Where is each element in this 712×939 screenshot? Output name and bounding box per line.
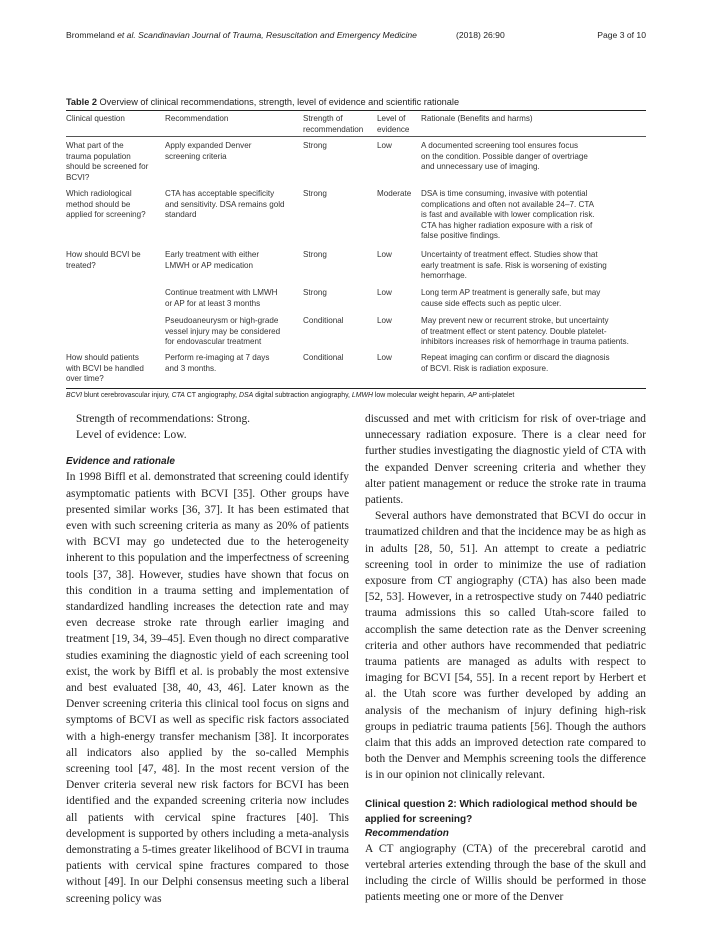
col-header-question: Clinical question	[66, 114, 125, 123]
table-cell-recommendation: Apply expanded Denver screening criteria	[165, 141, 252, 161]
table-cell-recommendation: Continue treatment with LMWH or AP for at least 3 months	[165, 288, 278, 308]
table-cell-strength: Conditional	[303, 353, 344, 362]
table-caption	[66, 97, 646, 107]
table-cell-recommendation: Early treatment with either LMWH or AP medication	[165, 250, 260, 270]
table-cell-question: Which radiological method should be applied for screening?	[66, 189, 146, 219]
table-cell-recommendation: Pseudoaneurysm or high-grade vessel injury may be considered for endovascular treatment	[165, 316, 281, 346]
left-column	[66, 411, 349, 907]
table-cell-rationale: Uncertainty of treatment effect. Studies show that early treatment is safe. Risk is worsening of existing hemorrhage.	[421, 250, 607, 280]
table-label: Table 2	[66, 97, 97, 107]
body-paragraph: discussed and met with criticism for risk of over-triage and unnecessary radiation exposure. There is a clear need for further studies investigating the diagnostic yield of CTA with the expanded Denver screening criteria and whether they alter patient management or reduce the stroke rate in trauma patients.	[365, 413, 646, 507]
table-cell-strength: Conditional	[303, 316, 344, 325]
strength-line: Strength of recommendations: Strong.	[76, 413, 250, 425]
right-column	[365, 411, 646, 905]
col-header-rationale: Rationale (Benefits and harms)	[421, 114, 533, 123]
table-cell-question: How should patients with BCVI be handled over time?	[66, 353, 144, 383]
table-cell-question: What part of the trauma population should be screened for BCVI?	[66, 141, 149, 182]
year-volume: (2018) 26:90	[456, 30, 505, 40]
table-cell-strength: Strong	[303, 288, 327, 297]
clinical-question-heading: Clinical question 2: Which radiological method should be applied for screening?	[365, 798, 638, 825]
page-number: Page 3 of 10	[597, 30, 646, 40]
table-cell-rationale: May prevent new or recurrent stroke, but uncertainty of treatment effect or stent patency. Double platelet- inhibitors increases risk of hemorrhage in trauma patients.	[421, 316, 629, 346]
table-cell-level: Low	[377, 288, 392, 297]
evidence-heading: Evidence and rationale	[66, 456, 175, 468]
col-header-strength: Strength of recommendation	[303, 114, 364, 134]
table-cell-recommendation: CTA has acceptable specificity and sensitivity. DSA remains gold standard	[165, 189, 285, 219]
col-header-level: Level of evidence	[377, 114, 410, 134]
table-cell-level: Low	[377, 353, 392, 362]
table-cell-recommendation: Perform re-imaging at 7 days and 3 months.	[165, 353, 270, 373]
table-cell-level: Low	[377, 250, 392, 259]
table-header-rule	[66, 136, 646, 137]
table-cell-rationale: A documented screening tool ensures focus on the condition. Possible danger of overtriage and unnecessary use of imaging.	[421, 141, 588, 171]
table-footnote: BCVI blunt cerebrovascular injury, CTA CT angiography, DSA digital subtraction angiography, LMWH low molecular weight heparin, AP anti-platelet	[66, 392, 515, 399]
table-cell-level: Moderate	[377, 189, 412, 198]
running-header-citation: Brommeland et al. Scandinavian Journal of Trauma, Resuscitation and Emergency Medicine	[66, 30, 417, 40]
body-paragraph: Several authors have demonstrated that BCVI do occur in traumatized children and that the incidence may be as high as in adults [28, 50, 51]. An attempt to create a pediatric screening tool in order to minimize the use of radiation exposure from CT angiography (CTA) has also been made [52, 53]. However, in a retrospective study on 7440 pediatric trauma admissions this so called Utah-score failed to accomplish the same detection rate as the Denver screening criteria and other authors have recommended that pediatric trauma patients are managed as adults with respect to imaging for BCVI [54, 55]. In a recent report by Herbert et al. the Utah score was further developed by adding an analysis of the mechanism of injury defining high-risk groups in pediatric trauma patients [56]. Though the authors claim that this adds an improved detection rate compared to both the Denver and Memphis screening tools the difference is in our opinion not clinically relevant.	[365, 510, 646, 782]
table-cell-level: Low	[377, 141, 392, 150]
table-cell-strength: Strong	[303, 250, 327, 259]
table-cell-level: Low	[377, 316, 392, 325]
level-line: Level of evidence: Low.	[76, 429, 187, 442]
table-cell-strength: Strong	[303, 189, 327, 198]
table-cell-rationale: Long term AP treatment is generally safe, but may cause side effects such as peptic ulcer.	[421, 288, 601, 308]
evidence-paragraph: In 1998 Biffl et al. demonstrated that screening could identify asymptomatic patients with BCVI [35]. Other groups have presented similar works [36, 37]. It has been estimated that even with such screening criteria as many as 20% of patients with BCVI may go undetected due to the heterogeneity inherent to this population and the imperfectness of screening tools [37, 38]. However, studies have shown that focus on this condition in a trauma setting and implementation of standardized handling increases the detection rate and may even decrease stroke rate through earlier imaging and treatment [19, 34, 39–45]. Even though no direct comparative studies examining the diagnostic yield of each screening tool exist, the work by Biffl et al. is probably the most extensive and best evaluated [38, 40, 43, 46]. Later known as the Denver screening criteria this clinical tool focus on signs and symptoms of BCVI as well as specific risk factors associated with a high-energy transfer mechanism [38]. It incorporates all indicators also applied by the so-called Memphis screening tool [47, 48]. In the most recent version of the Denver criteria several new risk factors for BCVI has been identified and the expanded screening criteria now includes all patients with cervical spine fractures [40]. This development is supported by others including a meta-analysis demonstrating a 5-times greater likelihood of BCVI in trauma patients with cervical spine fractures compared to those without [49]. In our Delphi consensus meeting such a liberal screening policy was	[66, 471, 349, 905]
table-top-rule	[66, 110, 646, 111]
body-paragraph: A CT angiography (CTA) of the precerebral carotid and vertebral arteries extending through the base of the skull and including the circle of Willis should be performed in those patients meeting one or more of the Denver	[365, 842, 646, 904]
table-cell-question: How should BCVI be treated?	[66, 250, 141, 270]
table-bottom-rule	[66, 388, 646, 389]
table-cell-rationale: DSA is time consuming, invasive with potential complications and often not available 24–7. CTA is fast and available with lower complication risk. CTA has higher radiation exposure with a risk of false positive findings.	[421, 189, 595, 240]
table-caption-text: Overview of clinical recommendations, strength, level of evidence and scientific rationale	[96, 97, 460, 107]
col-header-recommendation: Recommendation	[165, 114, 229, 123]
table-cell-strength: Strong	[303, 141, 327, 150]
table-cell-rationale: Repeat imaging can confirm or discard the diagnosis of BCVI. Risk is radiation exposure.	[421, 353, 610, 373]
recommendation-heading: Recommendation	[365, 827, 449, 839]
